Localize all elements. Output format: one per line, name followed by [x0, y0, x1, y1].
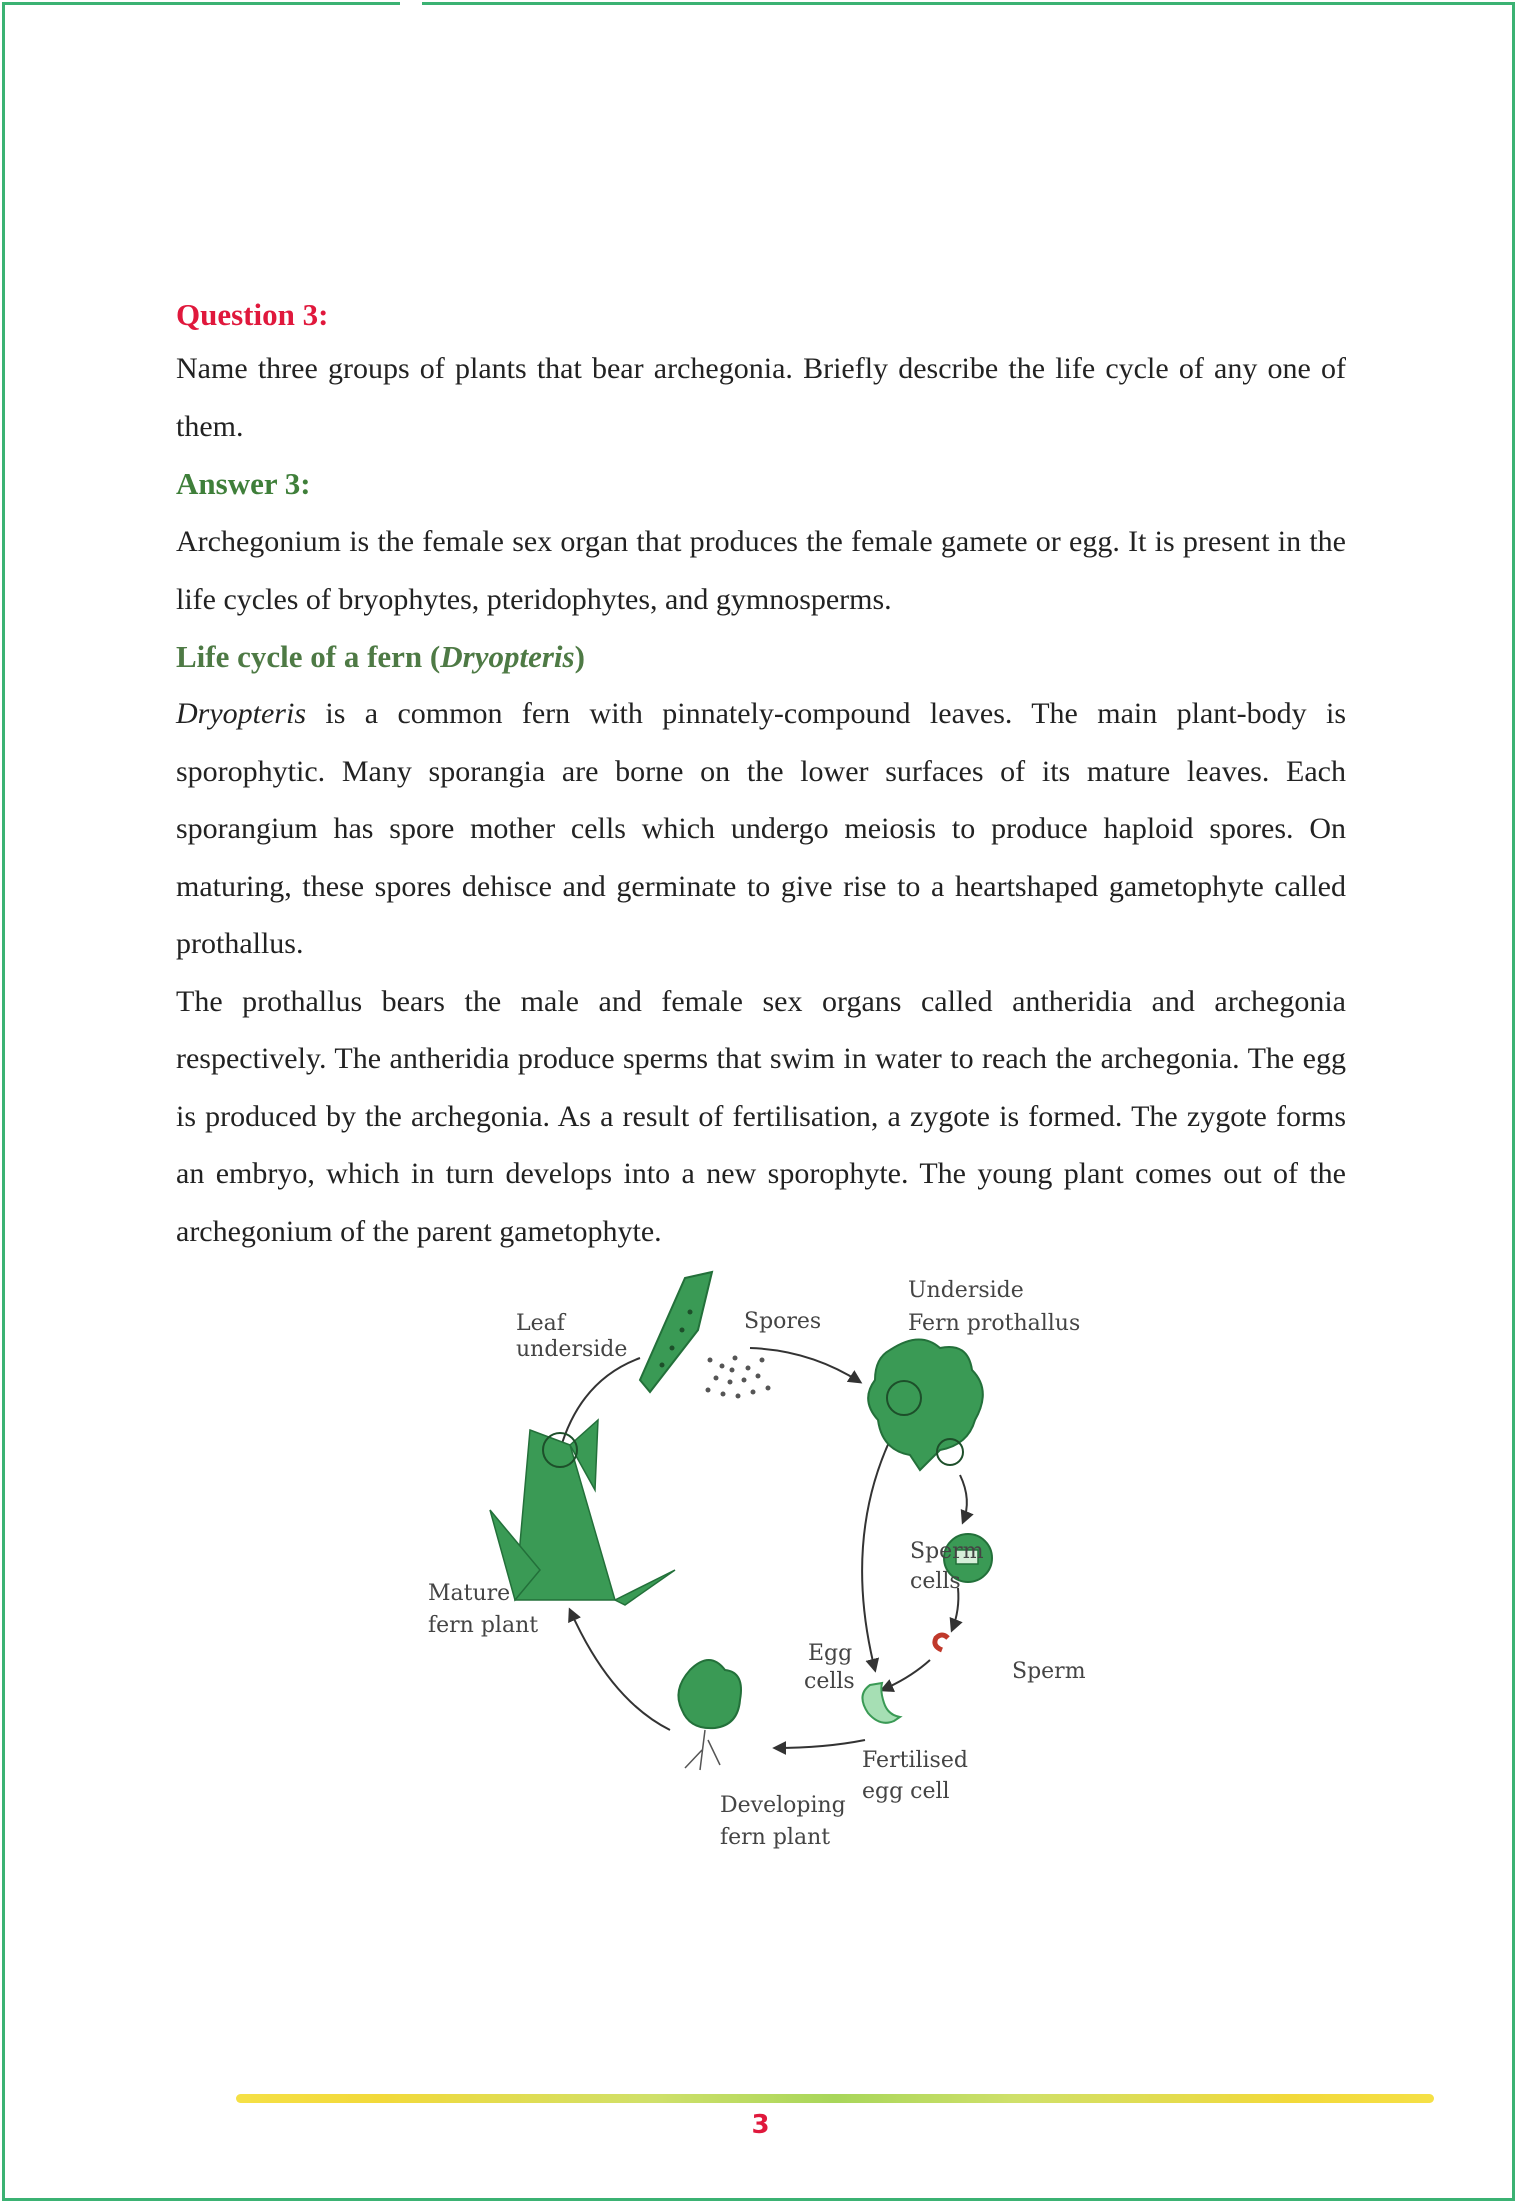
label-developing-2: fern plant: [720, 1825, 831, 1850]
label-fern-prothallus: Fern prothallus: [908, 1311, 1081, 1336]
arrow-prothallus-to-egg: [862, 1420, 900, 1670]
leaf-underside-icon: [640, 1272, 712, 1392]
label-sperm: Sperm: [1012, 1659, 1086, 1684]
developing-fern-icon: [678, 1660, 741, 1728]
answer-paragraph-1: [176, 685, 1346, 973]
section-subheading: [176, 628, 1346, 685]
answer-paragraph-2: The prothallus bears the male and female sex organs called antheridia and archegonia respectively. The antheridia produce sperms that swim in water to reach the archegonia. The egg is produced by the archegonia. As a result of fertilisation, a zygote is formed. The zygote forms an embryo, which in turn develops into a new sporophyte. The young plant comes out of the archegonium of the parent gametophyte.: [176, 984, 1346, 1248]
subheading-italic: Dryopteris: [440, 639, 575, 674]
mature-fern-icon: [490, 1420, 675, 1605]
label-mature-1: Mature: [428, 1581, 511, 1606]
spores-icon: [706, 1356, 771, 1399]
answer-heading: Answer 3:: [176, 466, 311, 501]
arrow-spores-to-prothallus: [750, 1348, 860, 1382]
fern-life-cycle-diagram: [420, 1270, 1100, 1870]
arrow-developing-to-mature: [570, 1610, 670, 1730]
label-spores: Spores: [744, 1309, 822, 1334]
arrow-sperm-to-fertilised: [882, 1660, 930, 1690]
document-body: [176, 290, 1346, 1260]
label-fertilised-2: egg cell: [862, 1779, 950, 1804]
genus-name: Dryopteris: [176, 697, 306, 730]
paragraph-1-text: is a common fern with pinnately-compound leaves. The main plant-body is sporophytic. Many sporangia are borne on the lower surfaces of its mature leaves. Each sporangium has spore mother cells which undergo meiosis to produce haploid spores. On maturing, these spores dehisce and germinate to give rise to a heartshaped gametophyte called prothallus.: [176, 697, 1346, 960]
arrow-prothallus-to-sperm-cells: [960, 1475, 967, 1522]
label-mature-2: fern plant: [428, 1613, 539, 1638]
label-sperm-cells-2: cells: [910, 1569, 961, 1594]
question-text: Name three groups of plants that bear archegonia. Briefly describe the life cycle of any one of them.: [176, 352, 1346, 443]
sperm-icon: [935, 1635, 948, 1650]
label-underside-prothallus: Underside: [908, 1278, 1024, 1303]
fertilised-egg-icon: [862, 1683, 900, 1723]
subheading-prefix: Life cycle of a fern (: [176, 639, 441, 674]
subheading-suffix: ): [574, 639, 585, 674]
label-egg-cells-2: cells: [804, 1669, 855, 1694]
border-notch: [400, 0, 422, 8]
arrow-mature-to-leaf: [560, 1358, 640, 1450]
arrow-sperm-cells-to-sperm: [952, 1588, 958, 1630]
page-number: 3: [751, 2110, 770, 2140]
label-fertilised-1: Fertilised: [862, 1748, 968, 1773]
label-egg-cells-1: Egg: [808, 1641, 853, 1666]
label-developing-1: Developing: [720, 1793, 846, 1818]
label-underside: underside: [516, 1337, 628, 1362]
label-sperm-cells-1: Sperm: [910, 1539, 984, 1564]
answer-intro: Archegonium is the female sex organ that produces the female gamete or egg. It is present in the life cycles of bryophytes, pteridophytes, and gymnosperms.: [176, 525, 1346, 616]
arrow-fertilised-to-developing: [775, 1740, 865, 1748]
footer-rule: [236, 2094, 1434, 2103]
question-heading: Question 3:: [176, 297, 329, 332]
label-leaf: Leaf: [516, 1311, 565, 1336]
